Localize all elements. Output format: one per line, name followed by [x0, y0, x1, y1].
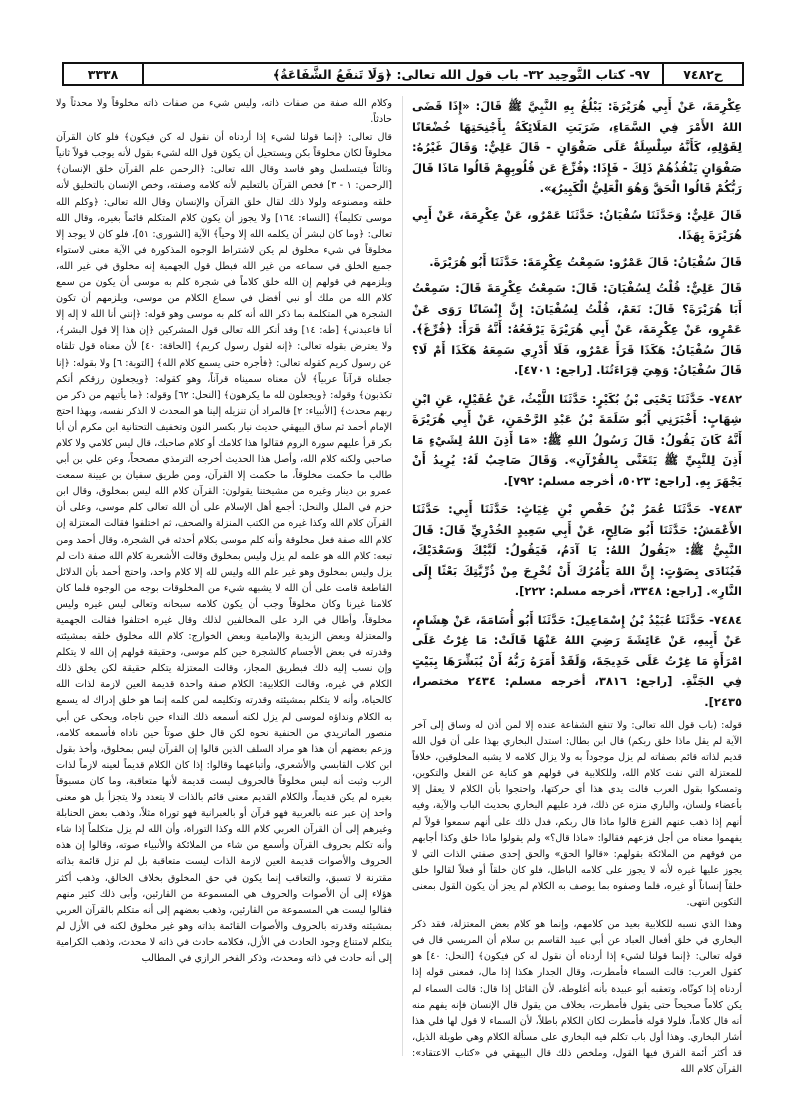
hadith-7483: ٧٤٨٣- حَدَّثَنَا عُمَرُ بْنُ حَفْصِ بْنِ غِيَاثٍ: حَدَّثَنَا أَبِي: حَدَّثَنَا الأَعْمَشُ: حَدَّثَنَا أَبُو صَالِحٍ، عَنْ أَبِي سَعِيدٍ الخُدْرِيِّ قَالَ: قَالَ النَّبِيُّ ﷺ: «يَقُولُ اللهُ: يَا آدَمُ، فَيَقُولُ: لَبَّيْكَ وَسَعْدَيْكَ، فَيُنَادَى بِصَوْتٍ: إِنَّ اللهَ يَأْمُرُكَ أَنْ تُخْرِجَ مِنْ ذُرِّيَّتِكَ بَعْثًا إِلَى النَّارِ». [راجع: ٣٣٤٨، أخرجه مسلم: ٢٢٢].	[412, 502, 742, 598]
left-column-text	[56, 96, 392, 969]
commentary-paragraph: وهذا الذي نسبه للكلابية بعيد من كلامهم، وإنما هو كلام بعض المعتزلة، فقد ذكر البخاري في خلق أفعال العباد عن أبي عبيد القاسم بن سلام أن المريسي قال في قوله تعالى: ﴿إنما قولنا لشيء إذا أردناه أن نقول له كن فيكون﴾ [النحل: ٤٠] هو كقول العرب: قالت السماء فأمطرت، وقال الجدار هكذا إذا مال، فمعنى قوله إذا أردناه إذا كونّاه، وتعقبه أبو عبيدة بأنه أغلوطة، لأن القائل إذا قال: قالت السماء لم يكن كلاماً صحيحاً حتى يقول فأمطرت، بخلاف من يقول قال الإنسان فإنه يفهم منه أنه قال كلاماً، فلولا قوله فأمطرت لكان الكلام باطلاً، لأن السماء لا قول لها فلي هذا أشار البخاري. وهذا أول باب تكلم فيه البخاري على مسألة الكلام وهي طويلة الذيل، قد أكثر أئمة الفرق فيها القول، وملخص ذلك قال البيهقي في «كتاب الاعتقاد»: القرآن كلام الله	[412, 919, 742, 1075]
hadith-text-paragraph: قَالَ عَلِيٌّ: قُلْتُ لِسُفْيَانَ: قَالَ: سَمِعْتُ عِكْرِمَةَ قَالَ: سَمِعْتُ أَبَا هُرَيْرَةَ؟ قَالَ: نَعَمْ، قُلْتُ لِسُفْيَانَ: إِنَّ إِنْسَانًا رَوَى عَنْ عَمْرٍو، عَنْ عِكْرِمَةَ، عَنْ أَبِي هُرَيْرَةَ يَرْفَعُهُ: أَنَّهُ قَرَأَ: ﴿فُرِّغَ﴾. قَالَ سُفْيَانُ: هَكَذَا قَرَأَ عَمْرٌو، فَلَا أَدْرِي سَمِعَهُ هَكَذَا أَمْ لَا؟ قَالَ سُفْيَانُ: وَهِيَ قِرَاءَتُنَا. [راجع: ٤٧٠١].	[412, 281, 742, 377]
column-divider	[402, 96, 403, 1056]
page-number: ٣٣٣٨	[64, 64, 144, 84]
hadith-7482: ٧٤٨٢- حَدَّثَنَا يَحْيَى بْنُ بُكَيْرٍ: حَدَّثَنَا اللَّيْثُ، عَنْ عُقَيْلٍ، عَنِ ابْنِ شِهَابٍ: أَخْبَرَنِي أَبُو سَلَمَةَ بْنُ عَبْدِ الرَّحْمَنِ، عَنْ أَبِي هُرَيْرَةَ أَنَّهُ كَانَ يَقُولُ: قَالَ رَسُولُ اللهِ ﷺ: «مَا أَذِنَ اللهُ لِشَيْءٍ مَا أَذِنَ لِلنَّبِيِّ ﷺ يَتَغَنَّى بِالقُرْآنِ». وَقَالَ صَاحِبٌ لَهُ: يُرِيدُ أَنْ يَجْهَرَ بِهِ. [راجع: ٥٠٢٣، أخرجه مسلم: ٧٩٢].	[412, 391, 742, 488]
page-header	[62, 62, 744, 86]
hadith-text-paragraph: قَالَ عَلِيٌّ: وَحَدَّثَنَا سُفْيَانُ: حَدَّثَنَا عَمْرٌو، عَنْ عِكْرِمَةَ، عَنْ أَبِي هُرَيْرَةَ بِهَذَا.	[412, 207, 742, 242]
running-title: ٩٧- كتاب التَّوحِيد ٣٢- باب قول الله تعالى: ﴿وَلَا تَنفَعُ الشَّفَاعَةُ﴾	[272, 66, 650, 82]
hadith-text-paragraph: عِكْرِمَةَ، عَنْ أَبِي هُرَيْرَةَ: يَبْلُغُ بِهِ النَّبِيَّ ﷺ قَالَ: «إِذَا قَضَى اللهُ الأَمْرَ فِي السَّمَاءِ، ضَرَبَتِ المَلَائِكَةُ بِأَجْنِحَتِهَا خُضْعَانًا لِقَوْلِهِ، كَأَنَّهُ سِلْسِلَةٌ عَلَى صَفْوَانٍ - قَالَ عَلِيٌّ: وَقَالَ غَيْرُهُ: صَفْوَانٍ يَنْفُذُهُمْ ذَلِكَ - فَإِذَا: ﴿فُزِّعَ عَن قُلُوبِهِمْ قَالُوا مَاذَا قَالَ رَبُّكُمْ قَالُوا الْحَقَّ وَهُوَ الْعَلِيُّ الْكَبِيرُ﴾».	[412, 99, 742, 195]
hadith-7484: ٧٤٨٤- حَدَّثَنَا عُبَيْدُ بْنُ إِسْمَاعِيلَ: حَدَّثَنَا أَبُو أُسَامَةَ، عَنْ هِشَامٍ، عَنْ أَبِيهِ، عَنْ عَائِشَةَ رَضِيَ اللهُ عَنْهَا قَالَتْ: مَا غِرْتُ عَلَى امْرَأَةٍ مَا غِرْتُ عَلَى خَدِيجَةَ، وَلَقَدْ أَمَرَهُ رَبُّهُ أَنْ يُبَشِّرَهَا بِبَيْتٍ فِي الجَنَّةِ. [راجع: ٣٨١٦، أخرجه مسلم: ٢٤٣٤ مختصرا، ٢٤٣٥].	[412, 612, 742, 709]
hadith-number: ح٧٤٨٢	[662, 64, 742, 84]
commentary-paragraph: قال تعالى: ﴿إنما قولنا لشيء إذا أردناه أن نقول له كن فيكون﴾ فلو كان القرآن مخلوقاً لكان مخلوقاً بكن ويستحيل أن يكون قول الله لشيء بقول لأنه يوجب قولاً ثانياً وثالثاً فيتسلسل وهو فاسد وقال الله تعالى: ﴿الرحمن علم القرآن خلق الإنسان﴾ [الرحمن: ١ - ٣] فخص القرآن بالتعليم لأنه كلامه وصفته، وخص الإنسان بالتخليق لأنه خلقه ومصنوعه ولولا ذلك لقال خلق القرآن والإنسان وقال الله تعالى: ﴿وكلم الله موسى تكليماً﴾ [النساء: ١٦٤] ولا يجوز أن يكون كلام المتكلم قائماً بغيره، وقال الله تعالى: ﴿وما كان لبشر أن يكلمه الله إلا وحياً﴾ الآية [الشورى: ٥١]، فلو كان لا يوجد إلا مخلوقاً في شيء مخلوق لم يكن لاشتراط الوجوه المذكورة في الآية معنى لاستواء جميع الخلق في سماعه من غير الله فبطل قول الجهمية إنه مخلوق في غير الله، ويلزمهم في قولهم إن الله خلق كلاماً في شجرة كلم به موسى أن يكون من سمع كلام الله من ملك أو نبي أفضل في سماع الكلام من موسى، ويلزمهم أن تكون الشجرة هي المتكلمة بما ذكر الله أنه كلم به موسى وهو قوله: ﴿إنني أنا الله لا إله إلا أنا فاعبدني﴾ [طه: ١٤] وقد أنكر الله تعالى قول المشركين ﴿إن هذا إلا قول البشر﴾، ولا يعترض بقوله تعالى: ﴿إنه لقول رسول كريم﴾ [الحاقة: ٤٠] لأن معناه قول تلقاه عن رسول كريم كقوله تعالى: ﴿فأجره حتى يسمع كلام الله﴾ [التوبة: ٦] ولا بقوله: ﴿إنا جعلناه قرآناً عربياً﴾ لأن معناه سميناه قرآناً، وهو كقوله: ﴿ويجعلون رزقكم أنكم تكذبون﴾ وقوله: ﴿ويجعلون لله ما يكرهون﴾ [النحل: ٦٢] وقوله: ﴿ما يأتيهم من ذكر من ربهم محدث﴾ [الأنبياء: ٢] فالمراد أن تنزيله إلينا هو المحدث لا الذكر نفسه، وبهذا احتج الإمام أحمد ثم ساق البيهقي حديث نيار بكسر النون وتخفيف التحتانية ابن مكرم أن أبا بكر قرأ عليهم سورة الروم فقالوا هذا كلامك أو كلام صاحبك، قال ليس كلامي ولا كلام صاحبي ولكنه كلام الله، وأصل هذا الحديث أخرجه الترمذي مصححاً، وعن علي بن أبي طالب ما حكمت مخلوقاً، ما حكمت إلا القرآن، ومن طريق سفيان بن عيينة سمعت عمرو بن دينار وغيره من مشيختنا يقولون: القرآن كلام الله ليس بمخلوق، وقال ابن حزم في الملل والنحل: أجمع أهل الإسلام على أن الله تعالى كلم موسى، وعلى أن القرآن كلام الله وكذا غيره من الكتب المنزلة والصحف، ثم اختلفوا فقالت المعتزلة إن كلام الله صفة فعل مخلوقة وأنه كلم موسى بكلام أحدثه في الشجرة، وقال أحمد ومن تبعه: كلام الله هو علمه لم يزل وليس بمخلوق وقالت الأشعرية كلام الله صفة ذات لم يزل وليس بمخلوق وهو غير علم الله وليس لله إلا كلام واحد، واحتج أحمد بأن الدلائل القاطعة قامت على أن الله لا يشبهه شيء من المخلوقات بوجه من الوجوه فلما كان كلامنا غيرنا وكان مخلوقاً وجب أن يكون كلامه سبحانه وتعالى ليس غيره وليس مخلوقاً، وأطال في الرد على المخالفين لذلك وقال غيره اختلفوا فقالت الجهمية والمعتزلة وبعض الزيدية والإمامية وبعض الخوارج: كلام الله مخلوق خلقه بمشيئته وقدرته في بعض الأجسام كالشجرة حين كلم موسى، وحقيقة قولهم إن الله لا يتكلم وإن نسب إليه ذلك فبطريق المجاز، وقالت المعتزلة يتكلم حقيقة لكن يخلق ذلك الكلام في غيره، وقالت الكلابية: الكلام صفة واحدة قديمة العين لازمة لذات الله كالحياة، وأنه لا يتكلم بمشيئته وقدرته وتكليمه لمن كلمه إنما هو خلق إدراك له يسمع به الكلام ونداؤه لموسى لم يزل لكنه أسمعه ذلك النداء حين ناجاه، ويحكى عن أبي منصور الماتريدي من الحنفية نحوه لكن قال خلق صوتاً حين ناداه فأسمعه كلامه، وزعم بعضهم أن هذا هو مراد السلف الذين قالوا إن القرآن ليس بمخلوق، وأخذ بقول ابن كلاب القابسي والأشعري، وأتباعهما وقالوا: إذا كان الكلام قديماً لعينه لازماً لذات الرب وثبت أنه ليس مخلوقاً فالحروف ليست قديمة لأنها متعاقبة، وما كان مسبوقاً بغيره لم يكن قديماً، والكلام القديم معنى قائم بالذات لا يتعدد ولا يتجزأ بل هو معنى واحد إن عبر عنه بالعربية فهو قرآن أو بالعبرانية فهو توراة مثلاً، وذهب بعض الحنابلة وغيرهم إلى أن القرآن العربي كلام الله وكذا التوراة، وأن الله لم يزل متكلماً إذا شاء وأنه تكلم بحروف القرآن وأسمع من شاء من الملائكة والأنبياء صوته، وقالوا إن هذه الحروف والأصوات قديمة العين لازمة الذات ليست متعاقبة بل لم تزل قائمة بذاته مقترنة لا تسبق، والتعاقب إنما يكون في حق المخلوق بخلاف الخالق، وذهب أكثر هؤلاء إلى أن الأصوات والحروف هي المسموعة من القارئين، وأبى ذلك كثير منهم فقالوا ليست هي المسموعة من القارئين، وذهب بعضهم إلى أنه متكلم بالقرآن العربي بمشيئته وقدرته بالحروف والأصوات القائمة بذاته وهو غير مخلوق لكنه في الأزل لم يتكلم لامتناع وجود الحادث في الأزل، فكلامه حادث في ذاته لا محدث، وذهب الكرامية إلى أنه حادث في ذاته ومحدث، وذكر الفخر الرازي في المطالب	[56, 132, 393, 964]
hadith-text-paragraph: قَالَ سُفْيَانُ: قَالَ عَمْرٌو: سَمِعْتُ عِكْرِمَةَ: حَدَّثَنَا أَبُو هُرَيْرَةَ.	[429, 254, 742, 269]
commentary-paragraph: وكلام الله صفة من صفات ذاته، وليس شيء من صفات ذاته مخلوقاً ولا محدثاً ولا حادثاً.	[56, 98, 392, 126]
right-column-text	[412, 96, 742, 1084]
commentary-paragraph: قوله: (باب قول الله تعالى: ولا تنفع الشفاعة عنده إلا لمن أذن له وساق إلى آخر الآية لم يقل ماذا خلق ربكم) قال ابن بطال: استدل البخاري بهذا على أن قول الله قديم لذاته قائم بصفاته لم يزل موجوداً به ولا يزال كلامه لا يشبه المخلوقين، خلافاً للمعتزلة التي نفت كلام الله، وللكلابية في قولهم هو كناية عن الفعل والتكوين، وتمسكوا بقول العرب قالت يدي هذا أي حركتها، واحتجوا بأن الكلام لا يعقل إلا بأعضاء ولسان، والباري منزه عن ذلك، فرد عليهم البخاري بحديث الباب والآية، وفيه أنهم إذا ذهب عنهم الفزع قالوا ماذا قال ربكم، فدل ذلك على أنهم سمعوا قولاً لم يفهموا معناه من أجل فزعهم فقالوا: «ماذا قال؟» ولم يقولوا ماذا خلق وكذا أجابهم من فوقهم من الملائكة بقولهم: «قالوا الحق» والحق إحدى صفتي الذات التي لا يجوز عليها غيره لأنه لا يجوز على كلامه الباطل، فلو كان خلقاً أو فعلاً لقالوا خلق خلقاً إنساناً أو غيره، فلما وصفوه بما يوصف به الكلام لم يجز أن يكون القول بمعنى التكوين انتهى.	[412, 720, 742, 909]
